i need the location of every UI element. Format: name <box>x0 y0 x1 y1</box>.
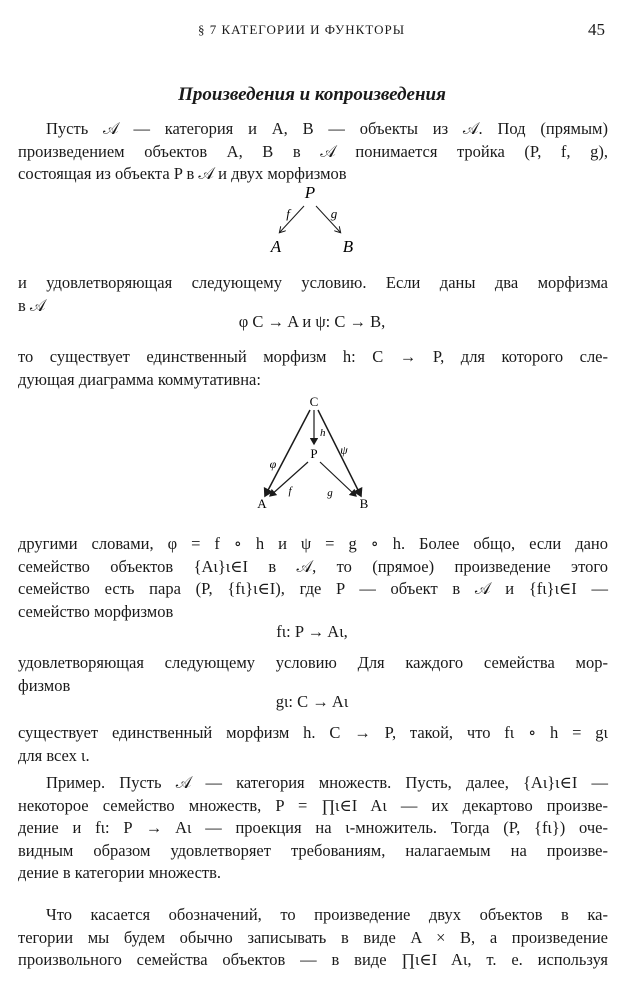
label-h: h <box>320 427 326 439</box>
text-line: для всех ι. <box>18 745 90 765</box>
text-line: дение в категории множеств. <box>18 863 222 882</box>
text-line: физмов <box>18 675 71 695</box>
diagram-product-span <box>250 182 370 267</box>
label-psi: ψ <box>340 443 348 457</box>
paragraph-unique-h <box>18 722 608 767</box>
text-line: состоящая из объекта P в 𝒜 и двух морфизмов <box>18 164 347 183</box>
arrow-phi <box>265 410 310 496</box>
text-line: семейство есть пара (P, {fι}ι∈I), где P — объект в 𝒜 и {fι}ι∈I — <box>18 579 608 598</box>
paragraph-general-family <box>18 533 608 623</box>
text-line: произвольного семейства объектов — в виде ∏ι∈I Aι, т. е. используя <box>18 950 608 969</box>
text-line: удовлетворяющая следующему условию Для каждого семейства мор- <box>18 653 608 672</box>
text-line: дение и fι: P → Aι — проекция на ι-множитель. Тогда (P, {fι}) оче- <box>18 818 608 837</box>
label-phi: φ <box>269 457 277 471</box>
object-p: P <box>310 446 318 461</box>
text-line: произведением объектов A, B в 𝒜 понимается тройка (P, f, g), <box>18 141 608 161</box>
text-line: семейство объектов {Aι}ι∈I в 𝒜, то (прямое) произведение этого <box>18 556 608 576</box>
text-line: видным образом удовлетворяет требованиям, налагаемым на произве- <box>18 840 608 860</box>
text-line: и удовлетворяющая следующему условию. Если даны два морфизма <box>18 273 608 292</box>
text-line: Пусть 𝒜 — категория и A, B — объекты из 𝒜. Под (прямым) <box>46 119 608 138</box>
label-f: f <box>288 485 292 497</box>
object-a: A <box>257 496 267 511</box>
object-p: P <box>304 183 316 202</box>
text-line: в 𝒜 <box>18 295 46 315</box>
object-a: A <box>270 237 282 256</box>
text-line: существует единственный морфизм h. C → P, такой, что fι ∘ h = gι <box>18 723 608 742</box>
text-line: тегории мы будем обычно записывать в виде A × B, а произведение <box>18 927 608 947</box>
text-line: Что касается обозначений, то произведение двух объектов в ка- <box>46 905 608 924</box>
paragraph-product-definition <box>18 118 608 186</box>
paragraph-example <box>18 772 608 885</box>
object-c: C <box>309 394 319 409</box>
section-title: Произведения и копроизведения <box>178 84 446 105</box>
paragraph-family-condition <box>18 652 608 697</box>
page-header <box>0 20 624 42</box>
text-line: семейство морфизмов <box>18 601 174 621</box>
object-b: B <box>359 496 369 511</box>
formula-g-iota: gι: C → Aι <box>275 692 349 711</box>
text-line: то существует единственный морфизм h: C → P, для которого сле- <box>18 347 608 366</box>
arrow-g <box>320 462 356 496</box>
text-line: дующая диаграмма коммутативна: <box>18 369 261 389</box>
arrow-f <box>280 206 304 232</box>
text-line: некоторое семейство множеств, P = ∏ι∈I Aι — их декартово произве- <box>18 795 608 815</box>
text-line: Пример. Пусть 𝒜 — категория множеств. Пусть, далее, {Aι}ι∈I — <box>46 773 608 792</box>
label-f: f <box>286 206 290 221</box>
label-g: g <box>330 206 338 221</box>
diagram-commutative <box>248 392 378 522</box>
label-g: g <box>327 487 333 499</box>
paragraph-unique-morphism <box>18 346 608 391</box>
text-line: другими словами, φ = f ∘ h и ψ = g ∘ h. Более общо, если дано <box>18 534 608 553</box>
paragraph-notation <box>18 904 608 972</box>
paragraph-condition <box>18 272 608 317</box>
formula-phi-psi: φ C → A и ψ: C → B, <box>238 312 386 331</box>
object-b: B <box>342 237 354 256</box>
page-number: 45 <box>588 20 605 39</box>
running-head: § 7 КАТЕГОРИИ И ФУНКТОРЫ <box>198 22 406 37</box>
formula-f-iota: fι: P → Aι, <box>276 622 348 641</box>
